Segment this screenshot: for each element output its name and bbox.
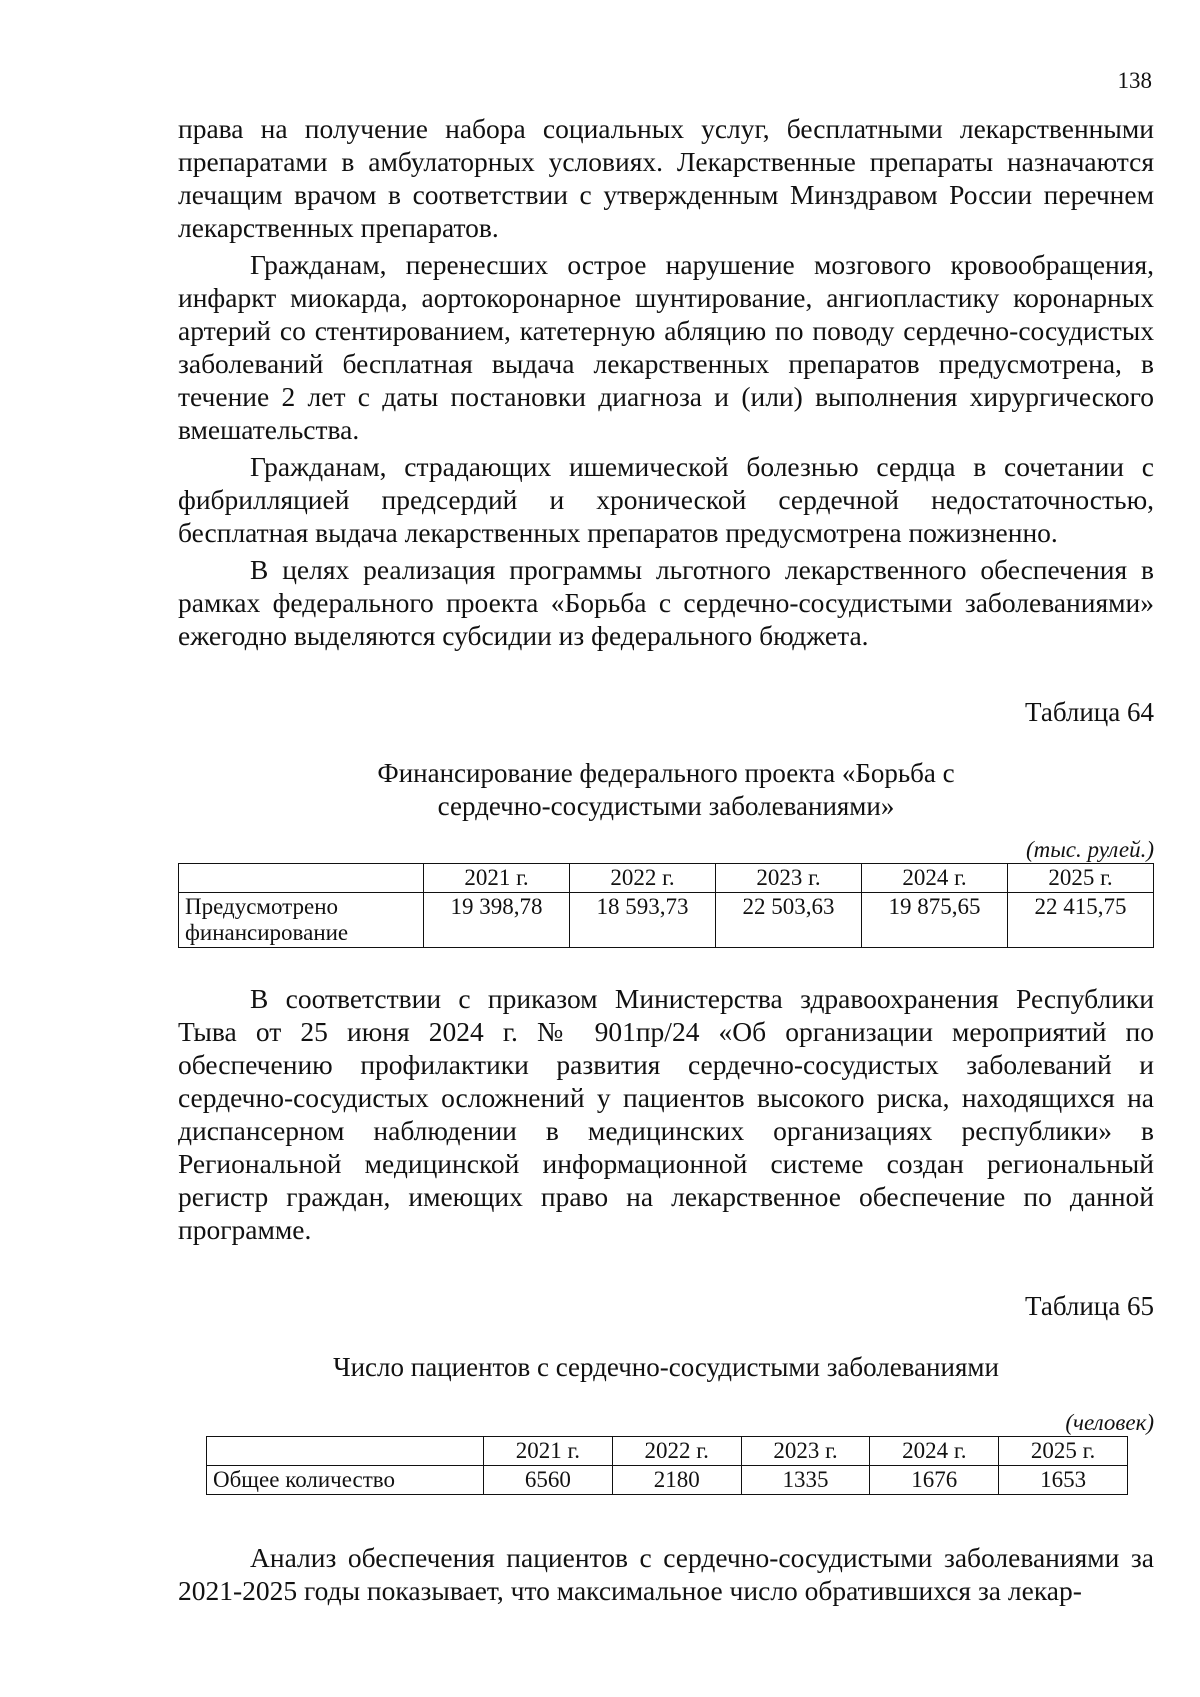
table-65-title: Число пациентов с сердечно-сосудистыми заболеваниями — [333, 1352, 999, 1382]
table-cell: 19 398,78 — [424, 893, 570, 948]
table-64 — [178, 863, 1154, 948]
table-cell: 19 875,65 — [862, 893, 1008, 948]
table-cell: 1335 — [741, 1466, 870, 1495]
table-64-title — [178, 757, 1154, 823]
paragraph: Гражданам, страдающих ишемической болезнью сердца в сочетании с фибрилляцией предсердий и хронической сердечной недостаточностью, бесплатная выдача лекарственных препаратов предусмотрена пожизненно. — [178, 451, 1154, 548]
page-number: 138 — [1117, 68, 1152, 93]
paragraph: права на получение набора социальных услуг, бесплатными лекарственными препаратами в амбулаторных условиях. Лекарственные препараты назначаются лечащим врачом в соответствии с утвержденным Минздравом России перечнем лекарственных препаратов. — [178, 113, 1154, 243]
paragraph: В соответствии с приказом Министерства здравоохранения Республики Тыва от 25 июня 2024 г. № 901пр/24 «Об организации мероприятий по обеспечению профилактики развития сердечно-сосудистых заболеваний и сердечно-сосудистых осложнений у пациентов высокого риска, находящихся на диспансерном наблюдении в медицинских организациях республики» в Региональной медицинской информационной системе создан региональный регистр граждан, имеющих право на лекарственное обеспечение по данной программе. — [178, 983, 1154, 1245]
table-64-unit: (тыс. рулей.) — [1025, 837, 1154, 862]
table-cell: 18 593,73 — [570, 893, 716, 948]
table-64-title-line: Финансирование федерального проекта «Борьба с — [377, 758, 955, 788]
table-cell: 22 503,63 — [716, 893, 862, 948]
paragraph: В целях реализация программы льготного лекарственного обеспечения в рамках федерального проекта «Борьба с сердечно-сосудистыми заболеваниями» ежегодно выделяются субсидии из федерального бюджета. — [178, 554, 1154, 651]
table-header-cell: 2024 г. — [862, 864, 1008, 893]
table-cell: 6560 — [484, 1466, 613, 1495]
table-row — [207, 1466, 1128, 1495]
table-header-cell: 2023 г. — [716, 864, 862, 893]
table-header-cell: 2025 г. — [1008, 864, 1154, 893]
table-header-cell — [207, 1437, 484, 1466]
table-cell: 1676 — [870, 1466, 999, 1495]
table-header-row — [207, 1437, 1128, 1466]
table-cell: 22 415,75 — [1008, 893, 1154, 948]
document-body — [178, 112, 1154, 1611]
table-row-label: Общее количество — [207, 1466, 484, 1495]
table-header-cell: 2025 г. — [999, 1437, 1128, 1466]
table-65-unit: (человек) — [1065, 1410, 1154, 1435]
table-header-cell: 2022 г. — [612, 1437, 741, 1466]
table-header-cell — [179, 864, 424, 893]
table-cell: 2180 — [612, 1466, 741, 1495]
table-cell: 1653 — [999, 1466, 1128, 1495]
table-65-label: Таблица 65 — [1025, 1291, 1154, 1321]
paragraph: Анализ обеспечения пациентов с сердечно-сосудистыми заболеваниями за 2021-2025 годы показывает, что максимальное число обратившихся за лекар- — [178, 1542, 1154, 1606]
table-header-cell: 2022 г. — [570, 864, 716, 893]
table-header-cell: 2021 г. — [424, 864, 570, 893]
table-64-title-line: сердечно-сосудистыми заболеваниями» — [437, 791, 895, 821]
table-header-row — [179, 864, 1154, 893]
table-header-cell: 2024 г. — [870, 1437, 999, 1466]
table-header-cell: 2023 г. — [741, 1437, 870, 1466]
table-row — [179, 893, 1154, 948]
table-header-cell: 2021 г. — [484, 1437, 613, 1466]
table-64-label: Таблица 64 — [1025, 697, 1154, 727]
paragraph: Гражданам, перенесших острое нарушение мозгового кровообращения, инфаркт миокарда, аортокоронарное шунтирование, ангиопластику коронарных артерий со стентированием, катетерную абляцию по поводу сердечно-сосудистых заболеваний бесплатная выдача лекарственных препаратов предусмотрена, в течение 2 лет с даты постановки диагноза и (или) выполнения хирургического вмешательства. — [178, 249, 1154, 445]
table-row-label: Предусмотрено финансирование — [179, 893, 424, 948]
table-65 — [206, 1436, 1128, 1495]
